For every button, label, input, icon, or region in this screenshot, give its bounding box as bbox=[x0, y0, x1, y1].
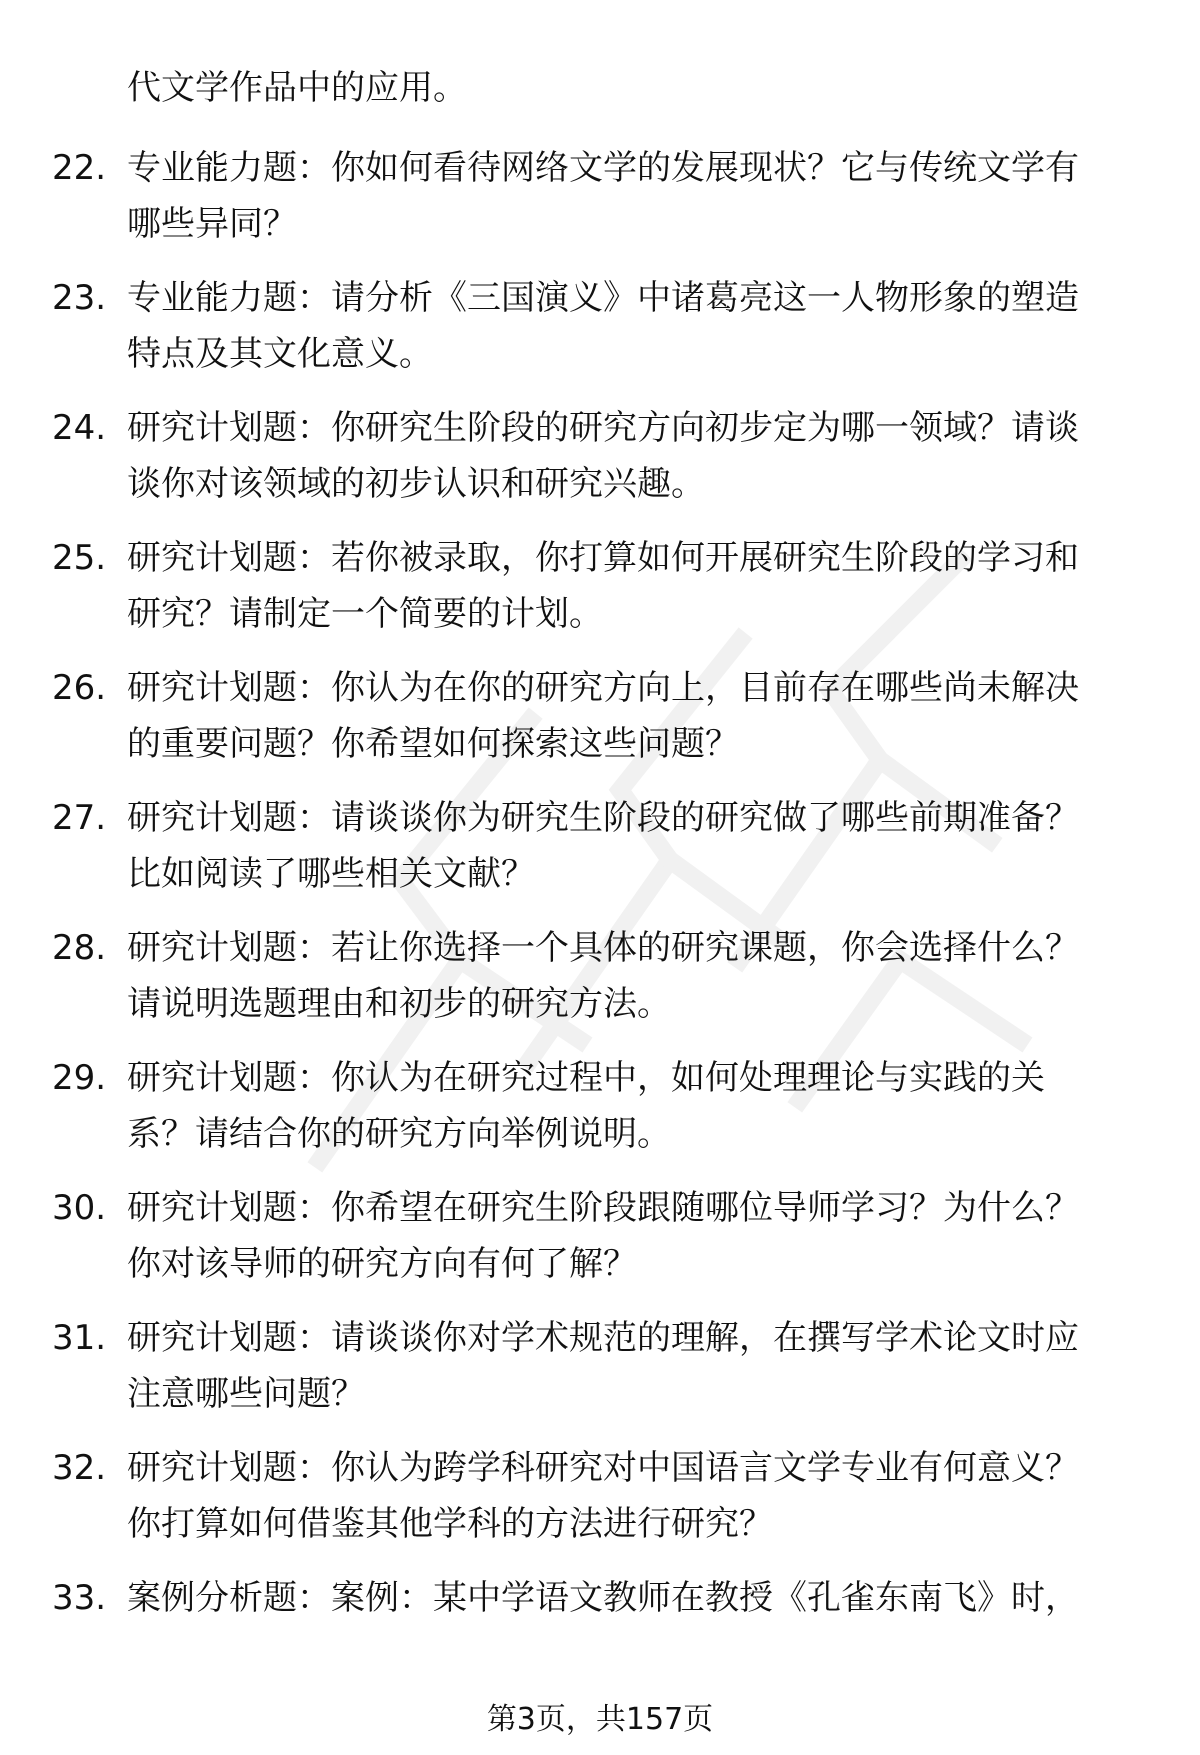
question-line: 研究计划题：你希望在研究生阶段跟随哪位导师学习？为什么？ bbox=[127, 1188, 1079, 1228]
question-line: 研究？请制定一个简要的计划。 bbox=[127, 594, 603, 634]
question-line: 哪些异同？ bbox=[127, 204, 297, 244]
question-line: 你打算如何借鉴其他学科的方法进行研究？ bbox=[127, 1504, 773, 1544]
question-number: 25. bbox=[52, 538, 107, 578]
question-item bbox=[0, 920, 1200, 1050]
question-list bbox=[0, 140, 1200, 1700]
continuation-text: 代文学作品中的应用。 bbox=[127, 68, 467, 108]
question-number: 32. bbox=[52, 1448, 107, 1488]
question-item bbox=[0, 1050, 1200, 1180]
question-item bbox=[0, 660, 1200, 790]
question-line: 谈你对该领域的初步认识和研究兴趣。 bbox=[127, 464, 705, 504]
question-line: 研究计划题：你认为在你的研究方向上，目前存在哪些尚未解决 bbox=[127, 668, 1079, 708]
question-line: 案例分析题：案例：某中学语文教师在教授《孔雀东南飞》时， bbox=[127, 1578, 1079, 1618]
question-number: 30. bbox=[52, 1188, 107, 1228]
question-line: 研究计划题：你研究生阶段的研究方向初步定为哪一领域？请谈 bbox=[127, 408, 1079, 448]
question-number: 31. bbox=[52, 1318, 107, 1358]
question-text bbox=[127, 1570, 1147, 1626]
question-text bbox=[127, 920, 1147, 1032]
question-item bbox=[0, 790, 1200, 920]
question-text bbox=[127, 270, 1147, 382]
question-text bbox=[127, 1440, 1147, 1552]
question-text bbox=[127, 140, 1147, 252]
question-line: 注意哪些问题？ bbox=[127, 1374, 365, 1414]
question-number: 28. bbox=[52, 928, 107, 968]
question-number: 33. bbox=[52, 1578, 107, 1618]
question-line: 研究计划题：若你被录取，你打算如何开展研究生阶段的学习和 bbox=[127, 538, 1079, 578]
question-line: 研究计划题：你认为在研究过程中，如何处理理论与实践的关 bbox=[127, 1058, 1045, 1098]
question-line: 专业能力题：你如何看待网络文学的发展现状？它与传统文学有 bbox=[127, 148, 1079, 188]
question-line: 研究计划题：请谈谈你为研究生阶段的研究做了哪些前期准备？ bbox=[127, 798, 1079, 838]
question-line: 研究计划题：若让你选择一个具体的研究课题，你会选择什么？ bbox=[127, 928, 1079, 968]
question-number: 23. bbox=[52, 278, 107, 318]
question-line: 特点及其文化意义。 bbox=[127, 334, 433, 374]
question-line: 的重要问题？你希望如何探索这些问题？ bbox=[127, 724, 739, 764]
question-number: 26. bbox=[52, 668, 107, 708]
question-text bbox=[127, 660, 1147, 772]
question-line: 研究计划题：请谈谈你对学术规范的理解，在撰写学术论文时应 bbox=[127, 1318, 1079, 1358]
question-line: 系？请结合你的研究方向举例说明。 bbox=[127, 1114, 671, 1154]
question-item bbox=[0, 400, 1200, 530]
question-item bbox=[0, 270, 1200, 400]
question-text bbox=[127, 530, 1147, 642]
question-text bbox=[127, 400, 1147, 512]
page-footer: 第3页，共157页 bbox=[486, 1702, 714, 1737]
question-item bbox=[0, 1440, 1200, 1570]
question-number: 22. bbox=[52, 148, 107, 188]
question-line: 专业能力题：请分析《三国演义》中诸葛亮这一人物形象的塑造 bbox=[127, 278, 1079, 318]
question-item bbox=[0, 1310, 1200, 1440]
question-line: 比如阅读了哪些相关文献？ bbox=[127, 854, 535, 894]
question-number: 24. bbox=[52, 408, 107, 448]
question-text bbox=[127, 790, 1147, 902]
question-item bbox=[0, 1180, 1200, 1310]
question-line: 研究计划题：你认为跨学科研究对中国语言文学专业有何意义？ bbox=[127, 1448, 1079, 1488]
question-item bbox=[0, 140, 1200, 270]
question-item bbox=[0, 530, 1200, 660]
question-line: 请说明选题理由和初步的研究方法。 bbox=[127, 984, 671, 1024]
question-item bbox=[0, 1570, 1200, 1700]
question-number: 29. bbox=[52, 1058, 107, 1098]
question-number: 27. bbox=[52, 798, 107, 838]
question-text bbox=[127, 1310, 1147, 1422]
question-text bbox=[127, 1050, 1147, 1162]
question-line: 你对该导师的研究方向有何了解？ bbox=[127, 1244, 637, 1284]
question-text bbox=[127, 1180, 1147, 1292]
